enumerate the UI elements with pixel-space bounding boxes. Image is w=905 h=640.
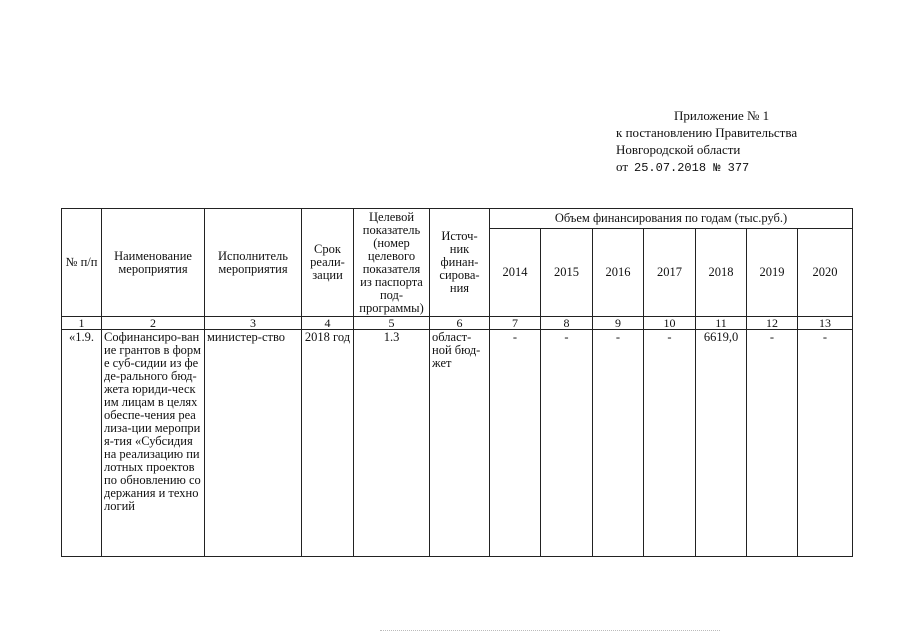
column-number: 12 bbox=[747, 317, 798, 330]
header-name: Наименование мероприятия bbox=[102, 209, 205, 317]
header-term: Срок реали-зации bbox=[302, 209, 354, 317]
row-value: - bbox=[798, 330, 853, 557]
appendix-resolution-line: к постановлению Правительства bbox=[616, 125, 798, 140]
header-year: 2020 bbox=[798, 229, 853, 317]
column-number: 11 bbox=[696, 317, 747, 330]
table-row bbox=[62, 330, 853, 557]
row-executor: министер-ство bbox=[205, 330, 302, 557]
row-value: - bbox=[593, 330, 644, 557]
header-year: 2015 bbox=[541, 229, 593, 317]
header-target: Целевой показатель (номер целевого показателя из паспорта под-программы) bbox=[354, 209, 430, 317]
resolution-date-number: 25.07.2018 № 377 bbox=[634, 161, 750, 175]
row-value: 6619,0 bbox=[696, 330, 747, 557]
column-number: 6 bbox=[430, 317, 490, 330]
header-year: 2018 bbox=[696, 229, 747, 317]
row-name: Софинансиро-вание грантов в форме суб-сидии из феде-рального бюд-жета юриди-ческим лицам в целях обеспе-чения реализа-ции мероприя-тия «Субсидия на реализацию пилотных проектов по обновлению содержания и технологий bbox=[102, 330, 205, 557]
column-number: 3 bbox=[205, 317, 302, 330]
row-num: «1.9. bbox=[62, 330, 102, 557]
header-year: 2017 bbox=[644, 229, 696, 317]
column-number: 2 bbox=[102, 317, 205, 330]
row-target: 1.3 bbox=[354, 330, 430, 557]
row-source: област-ной бюд-жет bbox=[430, 330, 490, 557]
appendix-region-line: Новгородской области bbox=[616, 142, 741, 157]
column-number: 10 bbox=[644, 317, 696, 330]
header-year: 2019 bbox=[747, 229, 798, 317]
page-bottom-scan-marks bbox=[380, 630, 720, 633]
column-number: 4 bbox=[302, 317, 354, 330]
column-number: 7 bbox=[490, 317, 541, 330]
header-executor: Исполнитель мероприятия bbox=[205, 209, 302, 317]
column-number: 5 bbox=[354, 317, 430, 330]
from-label: от bbox=[616, 159, 629, 174]
column-number: 9 bbox=[593, 317, 644, 330]
column-number: 8 bbox=[541, 317, 593, 330]
row-value: - bbox=[644, 330, 696, 557]
header-year: 2014 bbox=[490, 229, 541, 317]
row-value: - bbox=[747, 330, 798, 557]
row-value: - bbox=[541, 330, 593, 557]
appendix-date-line bbox=[616, 158, 856, 177]
header-year: 2016 bbox=[593, 229, 644, 317]
column-number: 13 bbox=[798, 317, 853, 330]
appendix-header bbox=[616, 107, 856, 177]
column-number: 1 bbox=[62, 317, 102, 330]
header-funding-group: Объем финансирования по годам (тыс.руб.) bbox=[490, 209, 853, 229]
row-value: - bbox=[490, 330, 541, 557]
header-source: Источ-ник финан-сирова-ния bbox=[430, 209, 490, 317]
row-term: 2018 год bbox=[302, 330, 354, 557]
header-num: № п/п bbox=[62, 209, 102, 317]
financing-table bbox=[61, 208, 853, 557]
appendix-title: Приложение № 1 bbox=[674, 108, 770, 123]
